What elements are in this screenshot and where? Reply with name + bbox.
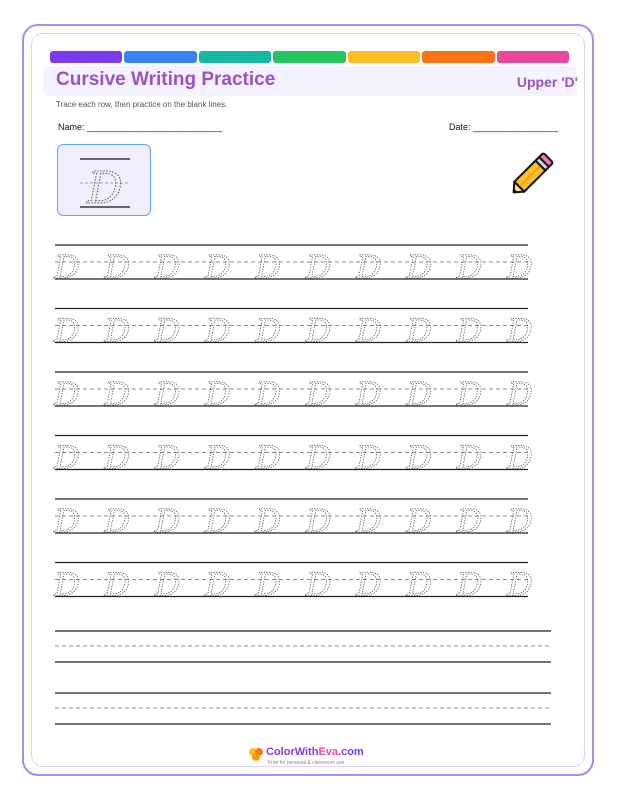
trace-letter[interactable]: D	[205, 565, 231, 604]
trace-letter[interactable]: D	[54, 375, 80, 413]
trace-letter[interactable]: D	[356, 311, 382, 350]
trace-row	[53, 372, 533, 413]
trace-letter[interactable]: D	[456, 375, 483, 413]
trace-letter[interactable]: D	[154, 311, 181, 350]
trace-letter[interactable]: D	[456, 248, 483, 286]
trace-row	[53, 245, 533, 286]
trace-row	[53, 436, 533, 477]
trace-letter[interactable]: D	[104, 438, 131, 477]
trace-letter[interactable]: D	[305, 311, 332, 350]
trace-row	[53, 563, 533, 604]
colorwitheva-logo-icon	[248, 746, 264, 762]
trace-letter[interactable]: D	[507, 502, 533, 540]
instructions-text: Trace each row, then practice on the blank lines.	[56, 100, 228, 109]
trace-letter[interactable]: D	[104, 565, 131, 604]
trace-letter[interactable]: D	[54, 438, 80, 477]
trace-letter[interactable]: D	[54, 565, 80, 604]
trace-letter[interactable]: D	[154, 375, 181, 413]
trace-letter[interactable]: D	[205, 438, 231, 477]
trace-letter[interactable]: D	[406, 375, 433, 413]
trace-letter[interactable]: D	[456, 502, 483, 540]
trace-letter[interactable]: D	[205, 311, 231, 350]
trace-letter[interactable]: D	[507, 375, 533, 413]
trace-letter[interactable]: D	[406, 438, 433, 477]
trace-letter[interactable]: D	[54, 248, 80, 286]
trace-letter[interactable]: D	[104, 502, 131, 540]
trace-letter[interactable]: D	[255, 565, 282, 604]
trace-letter[interactable]: D	[456, 311, 483, 350]
trace-letter[interactable]: D	[205, 248, 231, 286]
trace-letter[interactable]: D	[406, 502, 433, 540]
trace-letter[interactable]: D	[507, 438, 533, 477]
trace-row	[53, 499, 533, 540]
trace-letter[interactable]: D	[305, 438, 332, 477]
footer-brand[interactable]: ColorWithEva.com	[266, 746, 364, 758]
trace-letter[interactable]: D	[356, 438, 382, 477]
blank-practice-row[interactable]	[55, 693, 551, 724]
trace-letter[interactable]: D	[104, 375, 131, 413]
trace-letter[interactable]: D	[406, 311, 433, 350]
trace-letter[interactable]: D	[154, 502, 181, 540]
trace-letter[interactable]: D	[154, 438, 181, 477]
trace-letter[interactable]: D	[507, 311, 533, 350]
trace-letter[interactable]: D	[356, 248, 382, 286]
trace-letter[interactable]: D	[305, 248, 332, 286]
trace-letter[interactable]: D	[255, 375, 282, 413]
trace-letter[interactable]: D	[356, 502, 382, 540]
name-field[interactable]: Name: ___________________________	[58, 122, 223, 132]
worksheet-subtitle: Upper 'D'	[516, 74, 578, 90]
trace-letter[interactable]: D	[406, 565, 433, 604]
trace-letter[interactable]: D	[154, 565, 181, 604]
trace-letter[interactable]: D	[54, 311, 80, 350]
trace-letter[interactable]: D	[255, 502, 282, 540]
sample-letter: D	[87, 163, 123, 214]
trace-letter[interactable]: D	[205, 375, 231, 413]
blank-practice-row[interactable]	[55, 631, 551, 662]
trace-letter[interactable]: D	[456, 438, 483, 477]
trace-letter[interactable]: D	[205, 502, 231, 540]
trace-letter[interactable]: D	[406, 248, 433, 286]
trace-letter[interactable]: D	[507, 565, 533, 604]
footer-tagline: Free for personal & classroom use	[268, 760, 345, 766]
trace-letter[interactable]: D	[104, 311, 131, 350]
trace-letter[interactable]: D	[305, 375, 332, 413]
trace-letter[interactable]: D	[255, 248, 282, 286]
trace-letter[interactable]: D	[305, 565, 332, 604]
trace-row	[53, 309, 533, 350]
trace-letter[interactable]: D	[305, 502, 332, 540]
trace-letter[interactable]: D	[154, 248, 181, 286]
trace-letter[interactable]: D	[255, 438, 282, 477]
worksheet-title: Cursive Writing Practice	[56, 69, 276, 90]
trace-letter[interactable]: D	[356, 375, 382, 413]
trace-letter[interactable]: D	[104, 248, 131, 286]
trace-letter[interactable]: D	[456, 565, 483, 604]
trace-letter[interactable]: D	[507, 248, 533, 286]
trace-letter[interactable]: D	[255, 311, 282, 350]
trace-letter[interactable]: D	[54, 502, 80, 540]
date-field[interactable]: Date: _________________	[449, 122, 559, 132]
trace-letter[interactable]: D	[356, 565, 382, 604]
